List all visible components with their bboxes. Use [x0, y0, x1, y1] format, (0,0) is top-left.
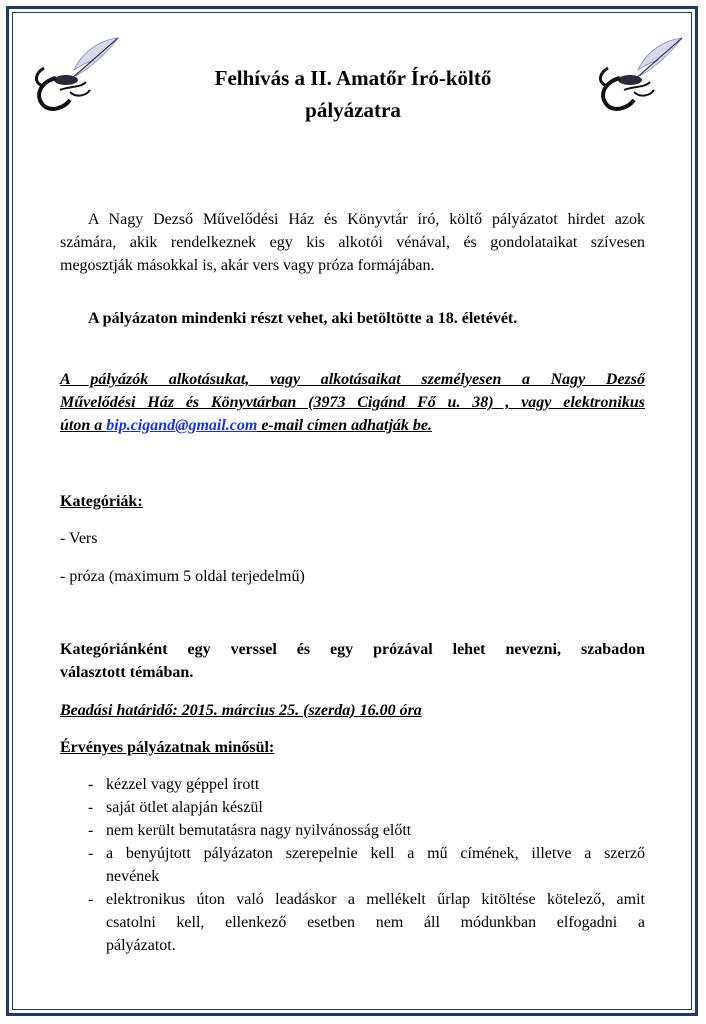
- entry-rule-paragraph: [60, 638, 645, 684]
- entry-rule-line-2: választott témában.: [60, 664, 194, 681]
- list-item: - a benyújtott pályázaton szerepelnie kell a mű címének, illetve a szerző nevének: [60, 842, 645, 888]
- submission-paragraph: [60, 368, 645, 437]
- validity-item-1: kézzel vagy géppel írott: [106, 776, 260, 793]
- eligibility-paragraph: A pályázaton mindenki részt vehet, aki betöltötte a 18. életévét.: [88, 310, 518, 327]
- quill-pen-ornament-icon: [594, 34, 684, 114]
- validity-item-2: saját ötlet alapján készül: [106, 799, 263, 816]
- categories-heading: Kategóriák:: [60, 493, 143, 510]
- validity-item-5-line-3: pályázatot.: [106, 937, 176, 954]
- validity-item-5-line-1: elektronikus úton való leadáskor a mellékelt űrlap kitöltése kötelező, amit: [106, 891, 645, 908]
- submission-line-3-post: e-mail címen adhatják be.: [257, 417, 432, 434]
- quill-pen-ornament-icon: [30, 34, 120, 114]
- validity-list: [60, 773, 645, 957]
- list-item: - saját ötlet alapján készül: [60, 796, 645, 819]
- validity-heading: Érvényes pályázatnak minősül:: [60, 739, 275, 756]
- page-title: [140, 62, 566, 126]
- intro-line-1: A Nagy Dezső Művelődési Ház és Könyvtár író, költő pályázatot hirdet azok: [88, 211, 645, 228]
- submission-line-3-pre: úton a: [60, 417, 107, 434]
- intro-line-3: megosztják másokkal is, akár vers vagy próza formájában.: [60, 257, 435, 274]
- submission-line-2: Művelődési Ház és Könyvtárban (3973 Cigánd Fő u. 38) , vagy elektronikus: [60, 394, 645, 411]
- email-link[interactable]: bip.cigand@gmail.com: [106, 417, 258, 434]
- validity-item-4-line-2: nevének: [106, 868, 160, 885]
- submission-line-3: [60, 414, 645, 437]
- validity-item-4-line-1: a benyújtott pályázaton szerepelnie kell a mű címének, illetve a szerző: [106, 845, 645, 862]
- submission-line-1: A pályázók alkotásukat, vagy alkotásaikat személyesen a Nagy Dezső: [60, 371, 645, 388]
- list-item: - kézzel vagy géppel írott: [60, 773, 645, 796]
- deadline-text: Beadási határidő: 2015. március 25. (szerda) 16.00 óra: [60, 702, 422, 719]
- category-item-vers: - Vers: [60, 530, 98, 547]
- entry-rule-line-1: Kategóriánként egy verssel és egy prózával lehet nevezni, szabadon: [60, 641, 645, 658]
- validity-item-5-line-2: csatolni kell, ellenkező esetben nem áll módunkban elfogadni a: [106, 914, 645, 931]
- title-line-1: Felhívás a II. Amatőr Író-költő: [214, 66, 492, 90]
- title-line-2: pályázatra: [305, 98, 401, 122]
- intro-paragraph: [60, 208, 645, 277]
- list-item: - nem került bemutatásra nagy nyilvánosság előtt: [60, 819, 645, 842]
- validity-item-3: nem került bemutatásra nagy nyilvánosság előtt: [106, 822, 412, 839]
- intro-line-2: számára, akik rendelkeznek egy kis alkotói vénával, és gondolataikat szívesen: [60, 234, 645, 251]
- list-item: - elektronikus úton való leadáskor a mellékelt űrlap kitöltése kötelező, amit csatolni kell, ellenkező esetben nem áll módunkban elfogadni a pályázatot.: [60, 888, 645, 957]
- category-item-proza: - próza (maximum 5 oldal terjedelmű): [60, 568, 305, 585]
